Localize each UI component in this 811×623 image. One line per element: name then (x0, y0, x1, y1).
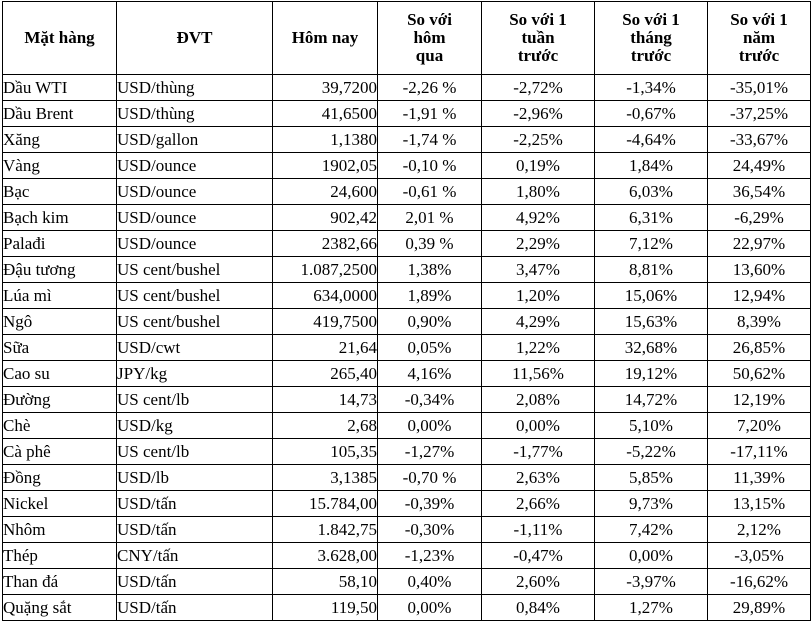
table-cell: 2,12% (708, 517, 811, 543)
table-cell: CNY/tấn (117, 543, 273, 569)
table-row (3, 309, 811, 335)
table-cell: 634,0000 (273, 283, 378, 309)
table-cell: USD/thùng (117, 75, 273, 101)
table-cell: 5,10% (595, 413, 708, 439)
table-row (3, 179, 811, 205)
table-cell: 0,84% (482, 595, 595, 621)
table-cell: US cent/bushel (117, 257, 273, 283)
table-cell: 13,60% (708, 257, 811, 283)
table-cell: -35,01% (708, 75, 811, 101)
table-cell: 0,90% (378, 309, 482, 335)
header-row (3, 2, 811, 75)
table-cell: 13,15% (708, 491, 811, 517)
table-cell: USD/tấn (117, 595, 273, 621)
table-cell: 19,12% (595, 361, 708, 387)
table-cell: -1,91 % (378, 101, 482, 127)
table-cell: 24,49% (708, 153, 811, 179)
table-cell: 11,39% (708, 465, 811, 491)
table-cell: USD/thùng (117, 101, 273, 127)
table-cell: 902,42 (273, 205, 378, 231)
table-cell: Bạch kim (3, 205, 117, 231)
table-cell: 15,06% (595, 283, 708, 309)
table-cell: 2382,66 (273, 231, 378, 257)
table-row (3, 101, 811, 127)
table-cell: US cent/lb (117, 387, 273, 413)
header-cell: So với 1 năm trước (708, 2, 811, 75)
table-cell: USD/lb (117, 465, 273, 491)
table-cell: -33,67% (708, 127, 811, 153)
table-cell: 105,35 (273, 439, 378, 465)
table-cell: 8,39% (708, 309, 811, 335)
table-cell: Lúa mì (3, 283, 117, 309)
table-cell: -2,25% (482, 127, 595, 153)
table-cell: -16,62% (708, 569, 811, 595)
table-cell: 1,38% (378, 257, 482, 283)
table-cell: Dầu Brent (3, 101, 117, 127)
table-cell: 24,600 (273, 179, 378, 205)
table-cell: -0,70 % (378, 465, 482, 491)
table-row (3, 491, 811, 517)
header-cell: So với hôm qua (378, 2, 482, 75)
table-cell: Than đá (3, 569, 117, 595)
table-cell: 8,81% (595, 257, 708, 283)
table-cell: 1,80% (482, 179, 595, 205)
table-cell: 11,56% (482, 361, 595, 387)
table-cell: USD/tấn (117, 517, 273, 543)
table-cell: 41,6500 (273, 101, 378, 127)
table-cell: 15.784,00 (273, 491, 378, 517)
table-cell: -1,77% (482, 439, 595, 465)
table-cell: 32,68% (595, 335, 708, 361)
table-cell: USD/ounce (117, 179, 273, 205)
table-row (3, 543, 811, 569)
table-cell: 7,42% (595, 517, 708, 543)
table-cell: 5,85% (595, 465, 708, 491)
table-cell: -3,05% (708, 543, 811, 569)
header-cell: ĐVT (117, 2, 273, 75)
table-cell: 2,63% (482, 465, 595, 491)
header-cell: Hôm nay (273, 2, 378, 75)
table-cell: 2,66% (482, 491, 595, 517)
table-cell: 50,62% (708, 361, 811, 387)
table-cell: 1,84% (595, 153, 708, 179)
table-cell: Ngô (3, 309, 117, 335)
table-cell: 0,00% (595, 543, 708, 569)
table-cell: Đậu tương (3, 257, 117, 283)
table-cell: USD/cwt (117, 335, 273, 361)
table-cell: 0,19% (482, 153, 595, 179)
table-cell: 39,7200 (273, 75, 378, 101)
table-cell: -3,97% (595, 569, 708, 595)
commodity-price-table (2, 1, 811, 621)
table-cell: 15,63% (595, 309, 708, 335)
table-cell: Nickel (3, 491, 117, 517)
table-cell: Chè (3, 413, 117, 439)
table-cell: 119,50 (273, 595, 378, 621)
table-row (3, 75, 811, 101)
table-row (3, 413, 811, 439)
table-cell: 0,05% (378, 335, 482, 361)
table-cell: 36,54% (708, 179, 811, 205)
table-cell: 0,00% (378, 595, 482, 621)
table-cell: 2,68 (273, 413, 378, 439)
table-cell: -2,96% (482, 101, 595, 127)
table-cell: Thép (3, 543, 117, 569)
table-cell: 12,94% (708, 283, 811, 309)
table-cell: 9,73% (595, 491, 708, 517)
table-cell: 1902,05 (273, 153, 378, 179)
table-cell: USD/tấn (117, 569, 273, 595)
table-body (3, 75, 811, 621)
table-cell: 2,29% (482, 231, 595, 257)
table-cell: 7,12% (595, 231, 708, 257)
table-cell: 14,72% (595, 387, 708, 413)
table-cell: 419,7500 (273, 309, 378, 335)
table-cell: 0,00% (378, 413, 482, 439)
table-cell: -0,30% (378, 517, 482, 543)
table-cell: 7,20% (708, 413, 811, 439)
header-cell: So với 1 tuần trước (482, 2, 595, 75)
table-cell: 29,89% (708, 595, 811, 621)
table-cell: 4,92% (482, 205, 595, 231)
table-cell: US cent/bushel (117, 283, 273, 309)
table-row (3, 153, 811, 179)
table-header (3, 2, 811, 75)
table-cell: -1,23% (378, 543, 482, 569)
table-cell: 58,10 (273, 569, 378, 595)
table-cell: 2,60% (482, 569, 595, 595)
table-row (3, 517, 811, 543)
table-cell: -0,39% (378, 491, 482, 517)
table-cell: -0,34% (378, 387, 482, 413)
table-cell: 22,97% (708, 231, 811, 257)
table-cell: 1,27% (595, 595, 708, 621)
table-cell: 4,29% (482, 309, 595, 335)
table-cell: -1,74 % (378, 127, 482, 153)
table-cell: -2,26 % (378, 75, 482, 101)
table-cell: 6,31% (595, 205, 708, 231)
table-cell: Nhôm (3, 517, 117, 543)
table-cell: Xăng (3, 127, 117, 153)
table-cell: -0,10 % (378, 153, 482, 179)
table-cell: USD/ounce (117, 231, 273, 257)
table-cell: -0,47% (482, 543, 595, 569)
table-cell: 0,00% (482, 413, 595, 439)
table-row (3, 387, 811, 413)
header-cell: So với 1 tháng trước (595, 2, 708, 75)
table-cell: -1,11% (482, 517, 595, 543)
table-cell: -0,61 % (378, 179, 482, 205)
table-cell: USD/ounce (117, 153, 273, 179)
table-cell: Đường (3, 387, 117, 413)
table-row (3, 361, 811, 387)
table-cell: 4,16% (378, 361, 482, 387)
table-row (3, 569, 811, 595)
table-cell: USD/tấn (117, 491, 273, 517)
table-cell: USD/gallon (117, 127, 273, 153)
table-cell: Cà phê (3, 439, 117, 465)
table-cell: 2,01 % (378, 205, 482, 231)
table-cell: US cent/lb (117, 439, 273, 465)
table-cell: 14,73 (273, 387, 378, 413)
table-cell: Palađi (3, 231, 117, 257)
table-cell: -4,64% (595, 127, 708, 153)
table-cell: -17,11% (708, 439, 811, 465)
table-cell: -1,27% (378, 439, 482, 465)
table-cell: 26,85% (708, 335, 811, 361)
table-cell: 0,40% (378, 569, 482, 595)
table-row (3, 439, 811, 465)
table-cell: 1,89% (378, 283, 482, 309)
table-cell: US cent/bushel (117, 309, 273, 335)
table-cell: Dầu WTI (3, 75, 117, 101)
table-cell: 1,20% (482, 283, 595, 309)
table-cell: Sữa (3, 335, 117, 361)
table-cell: -6,29% (708, 205, 811, 231)
table-cell: -37,25% (708, 101, 811, 127)
table-cell: 1.087,2500 (273, 257, 378, 283)
table-row (3, 595, 811, 621)
table-cell: USD/ounce (117, 205, 273, 231)
table-cell: -5,22% (595, 439, 708, 465)
table-cell: 12,19% (708, 387, 811, 413)
table-cell: Cao su (3, 361, 117, 387)
table-cell: -0,67% (595, 101, 708, 127)
table-cell: 2,08% (482, 387, 595, 413)
table-cell: 1,1380 (273, 127, 378, 153)
table-row (3, 205, 811, 231)
table-cell: Bạc (3, 179, 117, 205)
table-cell: 6,03% (595, 179, 708, 205)
table-cell: 0,39 % (378, 231, 482, 257)
table-cell: Đồng (3, 465, 117, 491)
table-row (3, 127, 811, 153)
table-cell: 265,40 (273, 361, 378, 387)
table-row (3, 465, 811, 491)
table-cell: -1,34% (595, 75, 708, 101)
table-row (3, 335, 811, 361)
header-cell: Mặt hàng (3, 2, 117, 75)
table-row (3, 231, 811, 257)
table-row (3, 257, 811, 283)
table-cell: Quặng sắt (3, 595, 117, 621)
table-cell: 1.842,75 (273, 517, 378, 543)
table-cell: 3,1385 (273, 465, 378, 491)
table-cell: 3,47% (482, 257, 595, 283)
table-cell: 3.628,00 (273, 543, 378, 569)
table-cell: JPY/kg (117, 361, 273, 387)
table-cell: -2,72% (482, 75, 595, 101)
table-cell: Vàng (3, 153, 117, 179)
table-cell: 21,64 (273, 335, 378, 361)
table-cell: USD/kg (117, 413, 273, 439)
table-cell: 1,22% (482, 335, 595, 361)
table-row (3, 283, 811, 309)
